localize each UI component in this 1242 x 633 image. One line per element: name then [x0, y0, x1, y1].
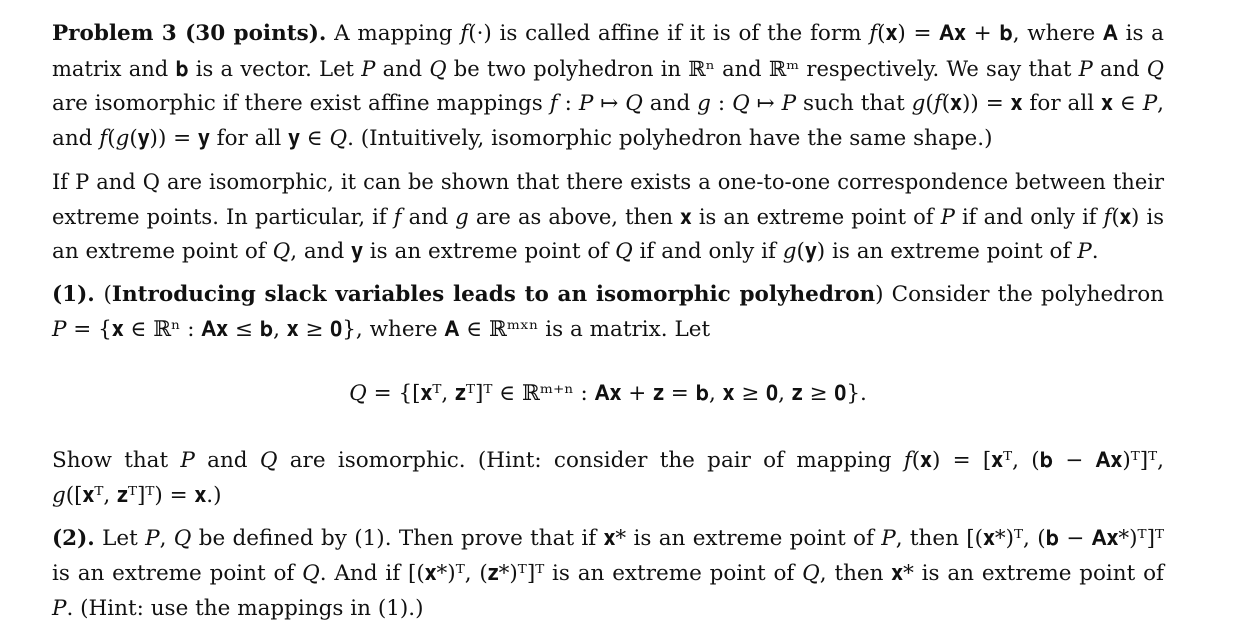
part2-text: Let 𝑃, 𝑄 be defined by (1). Then prove that if 𝐱* is an extreme point of 𝑃, then [(𝐱*)ᵀ, (𝐛 − 𝐀𝐱*)ᵀ]ᵀ — [94, 526, 1164, 551]
hint-line-1 — [52, 446, 1164, 476]
part2-line-2 — [52, 559, 1164, 589]
problem-text: matrix and 𝐛 is a vector. Let 𝑃 and 𝑄 be two polyhedron in ℝⁿ and ℝᵐ respectively. We say that 𝑃 and 𝑄 — [52, 57, 1164, 81]
problem-line-2 — [52, 54, 1164, 84]
extreme-line-3 — [52, 237, 1164, 267]
part1-label: (1). — [52, 282, 104, 307]
part2-label: (2). — [52, 526, 95, 551]
part2-line-3 — [52, 594, 1164, 624]
extreme-line-2 — [52, 202, 1164, 232]
paragraph-text: If P and Q are isomorphic, it can be shown that there exists a one-to-one correspondence between their — [52, 170, 1164, 194]
hint-line-2 — [52, 481, 1164, 511]
part1-line-1 — [52, 280, 1164, 310]
hint-text: Show that 𝑃 and 𝑄 are isomorphic. (Hint: consider the pair of mapping 𝑓(𝐱) = [𝐱ᵀ, (𝐛 − 𝐀𝐱)ᵀ]ᵀ, — [52, 448, 1164, 473]
problem-text: A mapping 𝑓(·) is called affine if it is of the form 𝑓(𝐱) = 𝐀𝐱 + 𝐛, where 𝐀 is a — [326, 21, 1165, 46]
problem-line-4 — [52, 124, 1164, 154]
part2-text: is an extreme point of 𝑄. And if [(𝐱*)ᵀ, (𝐳*)ᵀ]ᵀ is an extreme point of 𝑄, then 𝐱* is an extreme point of — [52, 561, 1164, 586]
paragraph-text: an extreme point of 𝑄, and 𝐲 is an extreme point of 𝑄 if and only if 𝑔(𝐲) is an extreme point of 𝑃. — [52, 239, 1099, 264]
part2-text: 𝑃. (Hint: use the mappings in (1).) — [52, 596, 424, 621]
hint-text: 𝑔([𝐱ᵀ, 𝐳ᵀ]ᵀ) = 𝐱.) — [52, 483, 222, 508]
problem-text: are isomorphic if there exist affine mappings 𝑓 : 𝑃 ↦ 𝑄 and 𝑔 : 𝑄 ↦ 𝑃 such that 𝑔(𝑓(𝐱)) = 𝐱 for all 𝐱 ∈ 𝑃, — [52, 91, 1164, 116]
part1-text: ) Consider the polyhedron — [875, 282, 1164, 307]
equation-q: 𝑄 = {[𝐱ᵀ, 𝐳ᵀ]ᵀ ∈ ℝᵐ⁺ⁿ : 𝐀𝐱 + 𝐳 = 𝐛, 𝐱 ≥ 𝟎, 𝐳 ≥ 𝟎}. — [349, 381, 867, 406]
part1-line-2 — [52, 315, 1164, 345]
extreme-line-1 — [52, 167, 1164, 197]
paren-open: ( — [103, 282, 112, 307]
part1-title: Introducing slack variables leads to an isomorphic polyhedron — [111, 282, 876, 307]
problem-text: and 𝑓(𝑔(𝐲)) = 𝐲 for all 𝐲 ∈ 𝑄. (Intuitively, isomorphic polyhedron have the same shape.) — [52, 126, 993, 151]
problem-line-1 — [52, 19, 1164, 49]
problem-line-3 — [52, 89, 1164, 119]
part2-line-1 — [52, 524, 1164, 554]
part1-text: 𝑃 = {𝐱 ∈ ℝⁿ : 𝐀𝐱 ≤ 𝐛, 𝐱 ≥ 𝟎}, where 𝐀 ∈ ℝᵐˣⁿ is a matrix. Let — [52, 317, 711, 342]
display-equation — [52, 379, 1164, 409]
problem-heading: Problem 3 (30 points). — [52, 21, 327, 46]
paragraph-text: extreme points. In particular, if 𝑓 and 𝑔 are as above, then 𝐱 is an extreme point of 𝑃 if and only if 𝑓(𝐱) is — [52, 205, 1164, 229]
